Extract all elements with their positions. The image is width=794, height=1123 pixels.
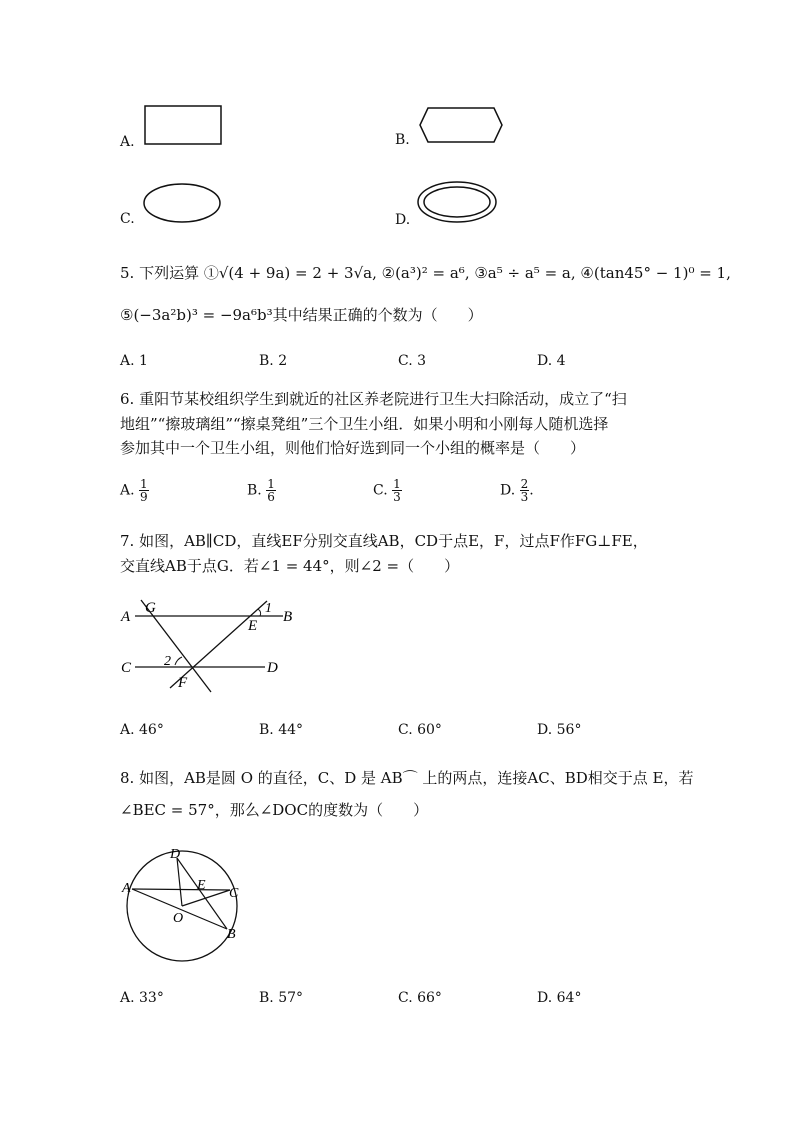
- option-c-label: C.: [120, 211, 135, 227]
- label-o: O: [173, 911, 184, 926]
- q6-option-b: B. $\frac{1}{6}$: [247, 477, 275, 504]
- ellipse-shape: [140, 180, 226, 228]
- label-c: C: [229, 886, 239, 901]
- q7-option-c: C. 60°: [398, 722, 442, 738]
- angle-2-arc: [175, 657, 182, 665]
- line-ac: [132, 889, 230, 890]
- label-d: D: [170, 847, 181, 862]
- hexagon-shape: [414, 102, 508, 150]
- label-a: A: [121, 609, 131, 625]
- double-ellipse-shape: [414, 178, 500, 228]
- option-a-label: A.: [120, 134, 135, 150]
- fraction-numerator: 1: [267, 477, 275, 491]
- question-8-line-2: ∠BEC = 57°，那么∠DOC的度数为（ ）: [120, 801, 429, 819]
- label-a: A: [122, 881, 131, 896]
- fraction-denominator: 6: [267, 490, 275, 504]
- line-oc: [182, 890, 230, 906]
- q8-option-c: C. 66°: [398, 990, 442, 1006]
- q5-option-a: A. 1: [120, 353, 148, 369]
- label-e: E: [197, 878, 206, 893]
- question-7-line-1: 7. 如图，AB∥CD，直线EF分别交直线AB，CD于点E，F，过点F作FG⊥FE，: [120, 532, 648, 550]
- label-g: G: [145, 600, 156, 616]
- q5-item-3: ③a⁵ ÷ a⁵ = a: [474, 264, 571, 282]
- q5-item-4: ④(tan45° − 1)⁰ = 1: [580, 264, 727, 282]
- question-7-line-2: 交直线AB于点G．若∠1 = 44°，则∠2 =（ ）: [120, 557, 460, 575]
- label-b: B: [283, 609, 293, 625]
- q5-question-text: 其中结果正确的个数为（ ）: [272, 306, 483, 324]
- label-angle-2: 2: [164, 654, 171, 669]
- q7-option-d: D. 56°: [537, 722, 582, 738]
- option-b-label: B.: [395, 132, 410, 148]
- q8-option-d: D. 64°: [537, 990, 582, 1006]
- q6-option-c: C. $\frac{1}{3}$: [373, 477, 401, 504]
- q6-option-a: A. $\frac{1}{9}$: [120, 477, 148, 504]
- parallel-lines-figure: [115, 595, 305, 700]
- question-6-line-1: 6. 重阳节某校组织学生到就近的社区养老院进行卫生大扫除活动，成立了“扫: [120, 390, 627, 408]
- question-6-line-2: 地组”“擦玻璃组”“擦桌凳组”三个卫生小组．如果小明和小刚每人随机选择: [120, 415, 609, 433]
- q7-option-a: A. 46°: [120, 722, 164, 738]
- label-angle-1: 1: [265, 601, 272, 616]
- q5-prefix: 5. 下列运算: [120, 264, 200, 282]
- q5-item-1: ①√(4 + 9a) = 2 + 3√a: [203, 264, 373, 282]
- rectangle-shape: [140, 100, 230, 152]
- q5-option-b: B. 2: [259, 353, 288, 369]
- question-5-line-2: [120, 304, 483, 326]
- q7-option-b: B. 44°: [259, 722, 304, 738]
- label-b: B: [227, 927, 236, 942]
- q5-option-c: C. 3: [398, 353, 427, 369]
- fraction-numerator: 2: [520, 477, 529, 491]
- label-f: F: [178, 675, 188, 691]
- q8-option-a: A. 33°: [120, 990, 164, 1006]
- question-6-line-3: 参加其中一个卫生小组，则他们恰好选到同一个小组的概率是（ ）: [120, 439, 586, 457]
- label-e: E: [248, 618, 258, 634]
- fraction-denominator: 3: [520, 490, 529, 504]
- fraction-denominator: 3: [393, 490, 401, 504]
- q5-item-5: ⑤(−3a²b)³ = −9a⁶b³: [120, 306, 273, 324]
- fraction-numerator: 1: [140, 477, 148, 491]
- q6-option-d: D. $\frac{2}{3}$ .: [500, 477, 534, 504]
- angle-1-arc: [258, 609, 261, 616]
- q5-option-d: D. 4: [537, 353, 566, 369]
- question-8-line-1: 8. 如图，AB是圆 O 的直径，C、D 是 AB⌒ 上的两点，连接AC、BD相交于点 E，若: [120, 769, 694, 787]
- circle-figure: [115, 842, 255, 967]
- fraction-numerator: 1: [393, 477, 401, 491]
- label-c: C: [121, 660, 132, 676]
- label-d: D: [267, 660, 278, 676]
- fraction-denominator: 9: [140, 490, 148, 504]
- q5-item-2: ②(a³)² = a⁶: [381, 264, 465, 282]
- option-d-label: D.: [395, 212, 411, 228]
- question-5-line-1: 5. 下列运算 ①√(4 + 9a) = 2 + 3√a, ②(a³)² = a⁶, ③a⁵ ÷ a⁵ = a, ④(tan45° − 1)⁰ = 1,: [120, 264, 731, 282]
- q8-option-b: B. 57°: [259, 990, 304, 1006]
- line-od: [177, 858, 182, 906]
